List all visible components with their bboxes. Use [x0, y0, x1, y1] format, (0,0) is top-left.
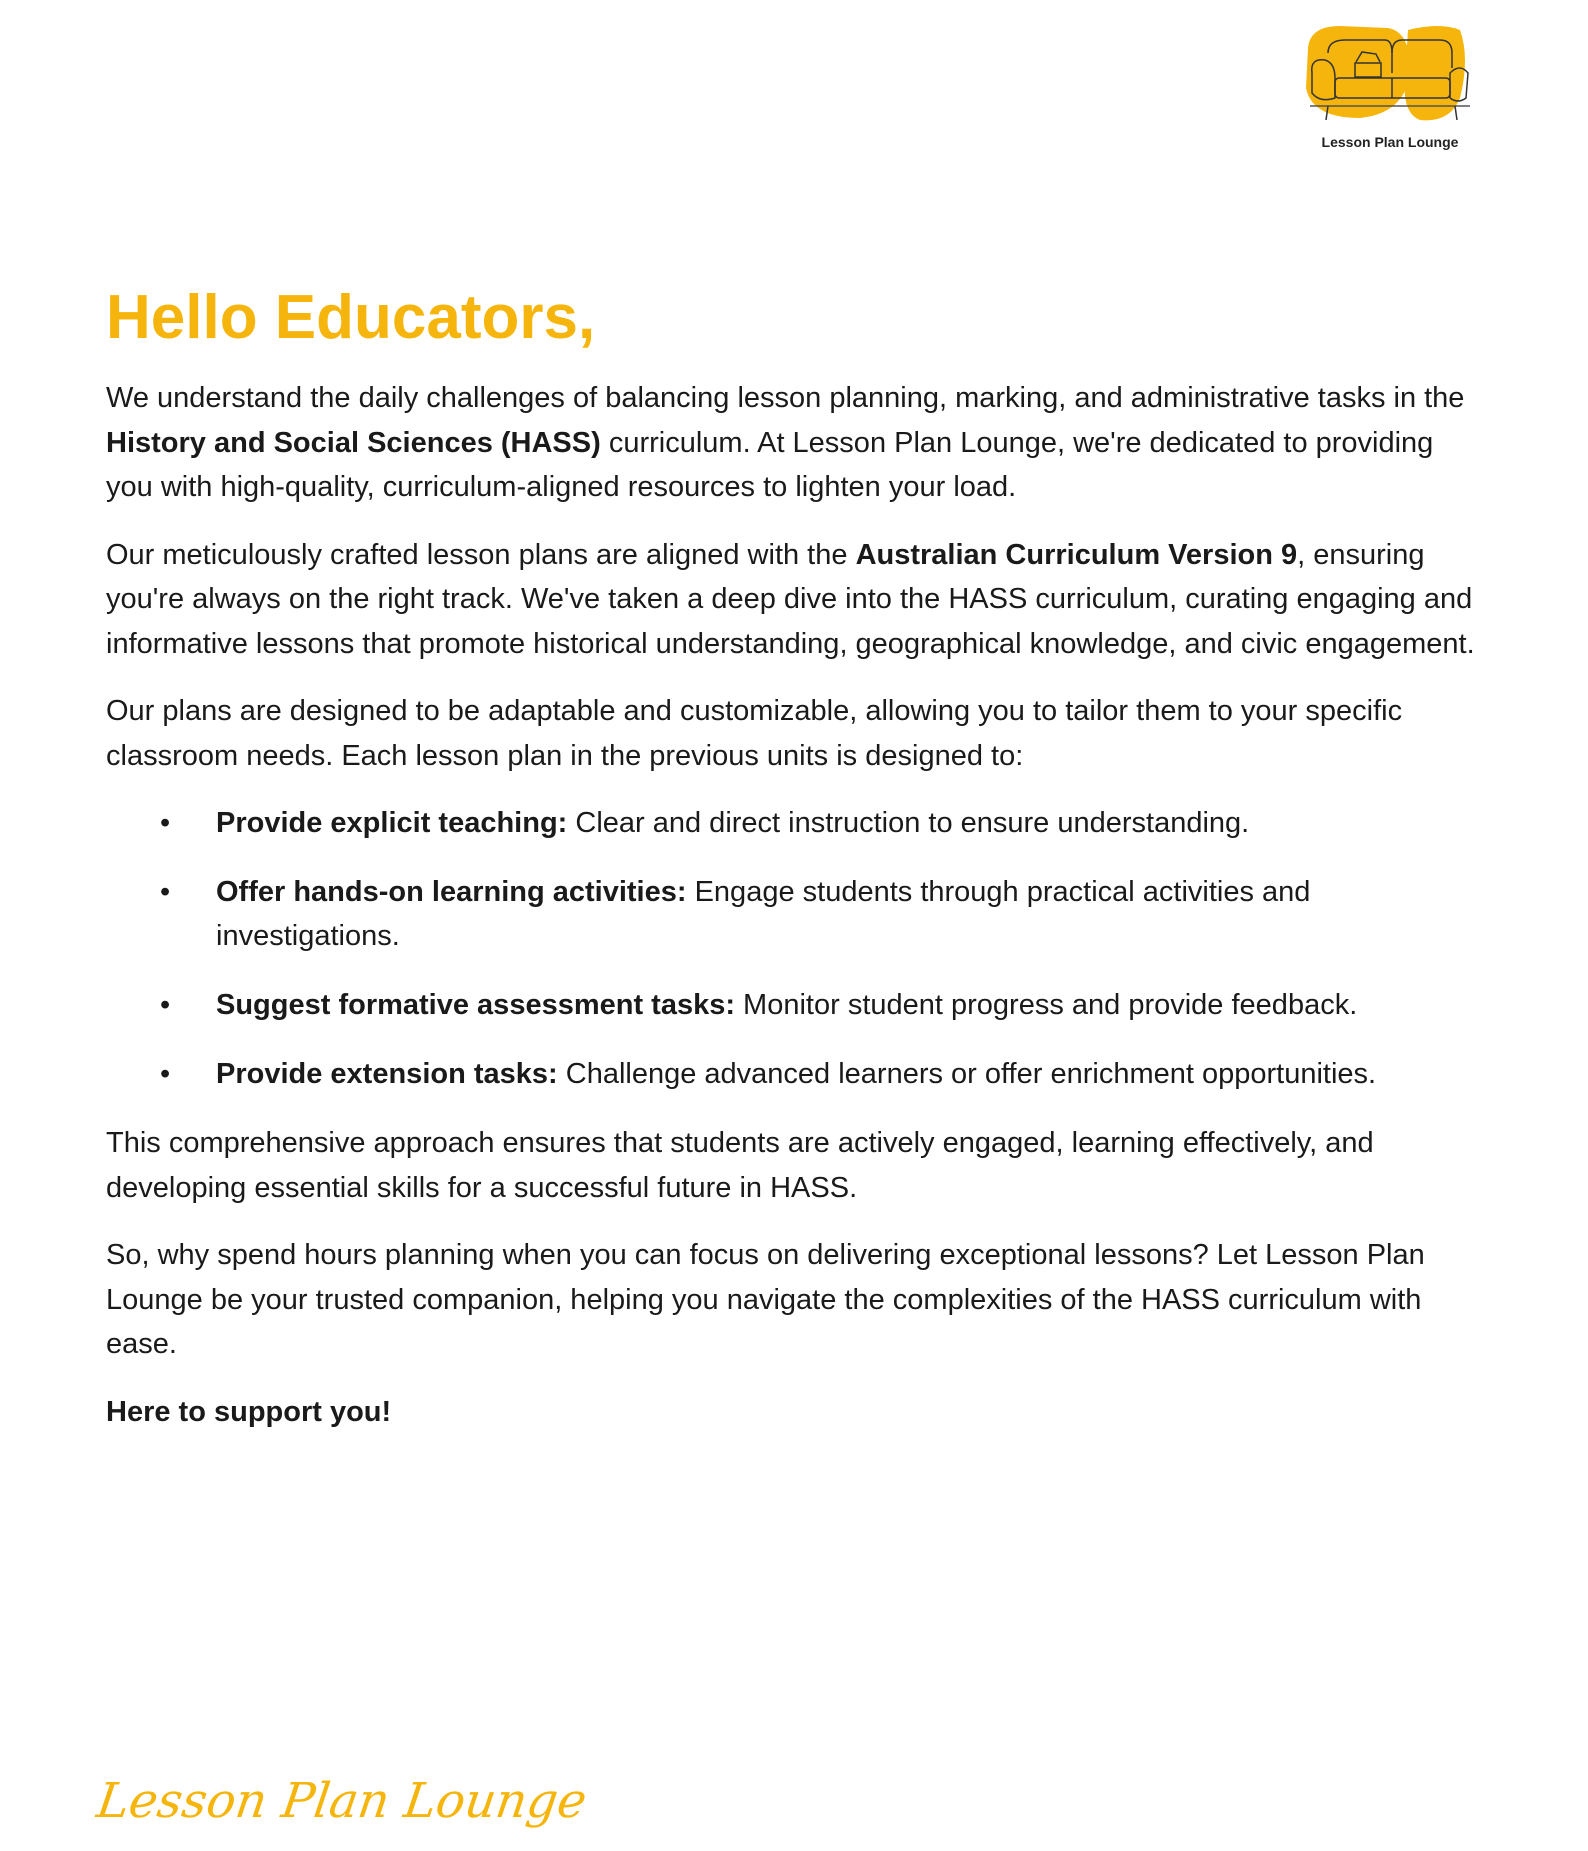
closing-line: Here to support you! — [106, 1395, 392, 1428]
approach-paragraph: This comprehensive approach ensures that students are actively engaged, learning effectively, and developing essential skills for a successful future in HASS. — [106, 1127, 1374, 1204]
page-title: Hello Educators, — [106, 283, 596, 352]
sofa-icon — [1290, 18, 1490, 133]
intro-paragraph: We understand the daily challenges of balancing lesson planning, marking, and administrative tasks in the History and Social Sciences (HASS) curriculum. At Lesson Plan Lounge, we're dedicated to providing you with high-quality, curriculum-aligned resources to lighten your load. — [106, 382, 1465, 503]
list-item: • Provide explicit teaching: Clear and direct instruction to ensure understanding. — [160, 807, 1250, 839]
cta-paragraph: So, why spend hours planning when you can focus on delivering exceptional lessons? Let Lesson Plan Lounge be your trusted companion, helping you navigate the complexities of the HASS curriculum with ease. — [106, 1239, 1425, 1360]
feature-list — [106, 801, 1476, 1096]
signature-text: Lesson Plan Lounge — [93, 1773, 591, 1829]
list-item: • Offer hands-on learning activities: Engage students through practical activities and investigations. — [160, 876, 1311, 952]
list-item: • Suggest formative assessment tasks: Monitor student progress and provide feedback. — [160, 989, 1358, 1021]
brand-logo — [1290, 18, 1490, 158]
signature — [93, 1755, 591, 1845]
letter-body — [106, 280, 1476, 1457]
list-item: • Provide extension tasks: Challenge advanced learners or offer enrichment opportunities. — [160, 1058, 1377, 1090]
curriculum-paragraph: Our meticulously crafted lesson plans are aligned with the Australian Curriculum Version 9, ensuring you're always on the right track. We've taken a deep dive into the HASS curriculum, curating engaging and informative lessons that promote historical understanding, geographical knowledge, and civic engagement. — [106, 538, 1475, 660]
adaptable-paragraph: Our plans are designed to be adaptable and customizable, allowing you to tailor them to your specific classroom needs. Each lesson plan in the previous units is designed to: — [106, 695, 1403, 772]
logo-text: Lesson Plan Lounge — [1321, 134, 1459, 150]
